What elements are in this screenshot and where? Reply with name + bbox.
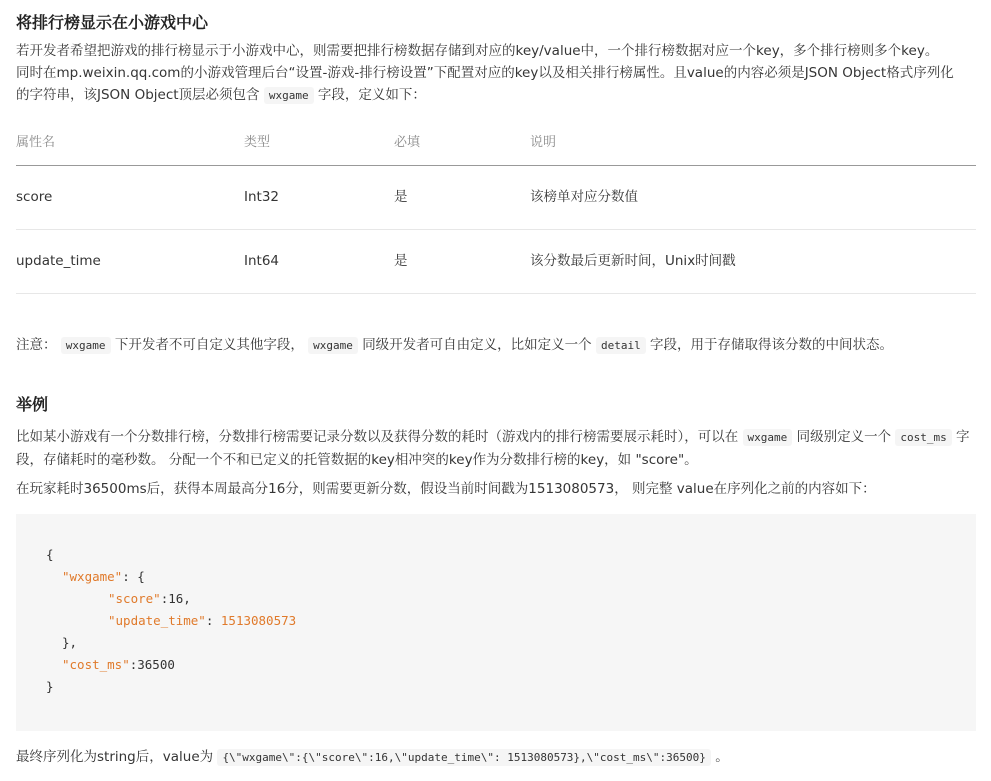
code-key: "score" [108, 591, 161, 606]
table-cell: Int64 [244, 253, 280, 269]
code-punct: : { [122, 569, 145, 584]
code-line [46, 544, 54, 566]
final-text: 。 [715, 749, 729, 765]
note-text: 同级开发者可自由定义，比如定义一个 [362, 337, 592, 353]
note-label: 注意： [16, 337, 57, 353]
inline-code-wxgame: wxgame [743, 429, 793, 446]
code-punct: :36500 [129, 657, 175, 672]
intro-line-1: 若开发者希望把游戏的排行榜显示于小游戏中心，则需要把排行榜数据存储到对应的key/value中，一个排行榜数据对应一个key，多个排行榜则多个key。 [16, 43, 939, 59]
table-cell: 是 [394, 189, 408, 205]
code-line [62, 566, 145, 588]
code-value: 1513080573 [220, 613, 297, 628]
inline-code-wxgame: wxgame [61, 337, 111, 354]
code-key: "update_time" [108, 613, 206, 628]
note-text: 字段，用于存储取得该分数的中间状态。 [650, 337, 894, 353]
final-text: 最终序列化为string后，value为 [16, 749, 214, 765]
inline-code-cost-ms: cost_ms [895, 429, 951, 446]
note-paragraph [16, 334, 976, 357]
table-cell: score [16, 189, 53, 205]
section-title-leaderboard: 将排行榜显示在小游戏中心 [16, 13, 209, 32]
note-text: 下开发者不可自定义其他字段， [114, 337, 304, 353]
table-header: 属性名 [16, 135, 56, 150]
code-line [108, 588, 191, 610]
table-header: 类型 [244, 135, 271, 150]
code-line [108, 610, 296, 632]
intro-paragraph [16, 40, 976, 107]
table-header-row [16, 120, 976, 166]
intro-line-3a: 的字符串，该JSON Object顶层必须包含 [16, 87, 260, 103]
code-key: "cost_ms" [62, 657, 130, 672]
code-brace: } [46, 679, 54, 694]
table-header: 必填 [394, 135, 421, 150]
inline-code-serialized: {\"wxgame\":{\"score\":16,\"update_time\": 1513080573},\"cost_ms\":36500} [217, 749, 710, 766]
example-text: 字段，存储耗时的毫秒数。 分配一个不和已定义的托管数据的key相冲突的key作为分数排行榜的key，如 "score"。 [16, 429, 970, 468]
table-header: 说明 [530, 135, 557, 150]
inline-code-wxgame: wxgame [308, 337, 358, 354]
table-row [16, 230, 976, 294]
table-cell: Int32 [244, 189, 280, 205]
intro-line-3b: 字段，定义如下： [317, 87, 426, 103]
fields-table [16, 120, 976, 294]
example-paragraph-2: 在玩家耗时36500ms后，获得本周最高分16分，则需要更新分数，假设当前时间戳为1513080573， 则完整 value在序列化之前的内容如下： [16, 481, 876, 497]
code-punct: : [205, 613, 221, 628]
table-cell: 该榜单对应分数值 [530, 189, 638, 205]
inline-code-detail: detail [596, 337, 646, 354]
code-line [62, 632, 77, 654]
table-row [16, 166, 976, 230]
code-punct: :16, [160, 591, 191, 606]
example-text: 同级别定义一个 [796, 429, 892, 445]
table-cell: 该分数最后更新时间，Unix时间戳 [530, 253, 736, 269]
example-text: 比如某小游戏有一个分数排行榜，分数排行榜需要记录分数以及获得分数的耗时（游戏内的排行榜需要展示耗时），可以在 [16, 429, 739, 445]
intro-line-2: 同时在mp.weixin.qq.com的小游戏管理后台“设置-游戏-排行榜设置”下配置对应的key以及相关排行榜属性。且value的内容必须是JSON Object格式序列化 [16, 65, 954, 81]
code-punct: }, [62, 635, 78, 650]
code-line [46, 676, 54, 698]
inline-code-wxgame: wxgame [264, 87, 314, 104]
code-key: "wxgame" [62, 569, 123, 584]
table-cell: update_time [16, 253, 101, 269]
code-brace: { [46, 547, 54, 562]
table-cell: 是 [394, 253, 408, 269]
code-line [62, 654, 175, 676]
final-paragraph [16, 746, 976, 769]
section-title-example: 举例 [16, 395, 49, 414]
code-block [16, 514, 976, 731]
example-paragraph-1 [16, 426, 976, 471]
